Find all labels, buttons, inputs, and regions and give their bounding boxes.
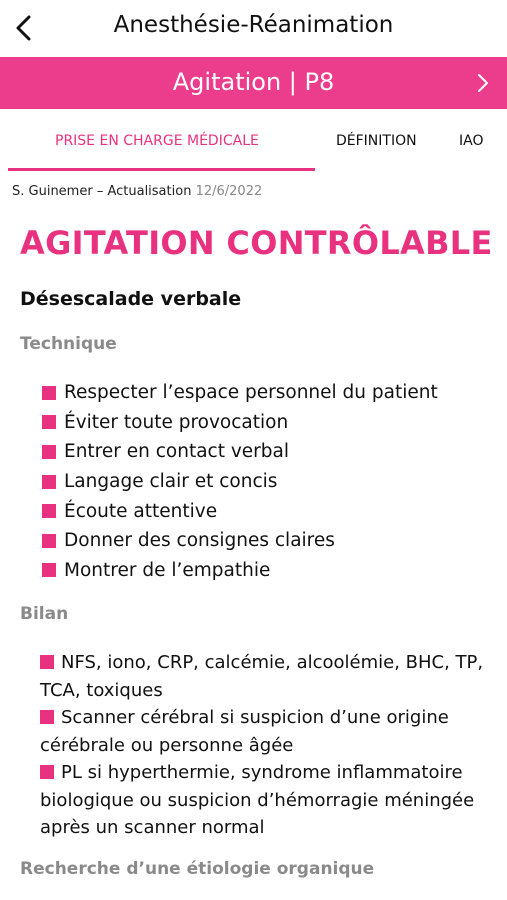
active-tab-indicator [8,168,315,171]
technique-label: Technique [20,334,117,354]
tab-prise-en-charge[interactable]: PRISE EN CHARGE MÉDICALE [55,133,259,149]
chevron-right-icon [476,72,490,94]
list-item-text: Respecter l’espace personnel du patient [64,382,438,404]
list-item-text: Donner des consignes claires [64,530,335,552]
square-bullet-icon [40,710,54,724]
square-bullet-icon [42,415,56,429]
list-item [40,649,488,704]
author-text: S. Guinemer – Actualisation [12,184,192,199]
square-bullet-icon [42,534,56,548]
list-item [42,467,482,497]
list-item-text: Langage clair et concis [64,471,278,493]
tab-iao[interactable]: IAO [459,133,484,149]
topic-title: Agitation | P8 [172,68,335,96]
list-item [42,496,482,526]
list-item [42,526,482,556]
tab-bar [0,109,507,171]
list-item-text: PL si hyperthermie, syndrome inflammatoire biologique ou suspicion d’hémorragie méningée après un scanner normal [40,762,475,838]
list-item [42,437,482,467]
list-item [40,759,488,842]
list-item-text: Montrer de l’empathie [64,559,271,581]
bilan-list [40,649,488,842]
list-item [42,408,482,438]
etiologie-label: Recherche d’une étiologie organique [20,859,375,879]
navigation-bar [0,0,507,57]
update-date: 12/6/2022 [195,184,263,199]
section-title: AGITATION CONTRÔLABLE [20,224,493,262]
back-button[interactable] [6,10,42,46]
square-bullet-icon [42,563,56,577]
list-item-text: Scanner cérébral si suspicion d’une origine cérébrale ou personne âgée [40,707,449,756]
bilan-label: Bilan [20,604,69,624]
topic-banner [0,57,507,109]
list-item-text: NFS, iono, CRP, calcémie, alcoolémie, BHC, TP, TCA, toxiques [40,652,484,701]
square-bullet-icon [42,504,56,518]
list-item [40,704,488,759]
subsection-title: Désescalade verbale [20,288,242,310]
list-item [42,556,482,586]
list-item [42,378,482,408]
square-bullet-icon [40,655,54,669]
list-item-text: Entrer en contact verbal [64,441,289,463]
author-line [12,184,262,199]
technique-list [42,378,482,585]
list-item-text: Éviter toute provocation [64,411,289,433]
next-topic-button[interactable] [469,69,497,97]
square-bullet-icon [40,765,54,779]
app-title: Anesthésie-Réanimation [113,12,394,38]
list-item-text: Écoute attentive [64,500,218,522]
tab-definition[interactable]: DÉFINITION [336,133,417,149]
square-bullet-icon [42,475,56,489]
square-bullet-icon [42,386,56,400]
square-bullet-icon [42,445,56,459]
chevron-left-icon [14,14,34,42]
